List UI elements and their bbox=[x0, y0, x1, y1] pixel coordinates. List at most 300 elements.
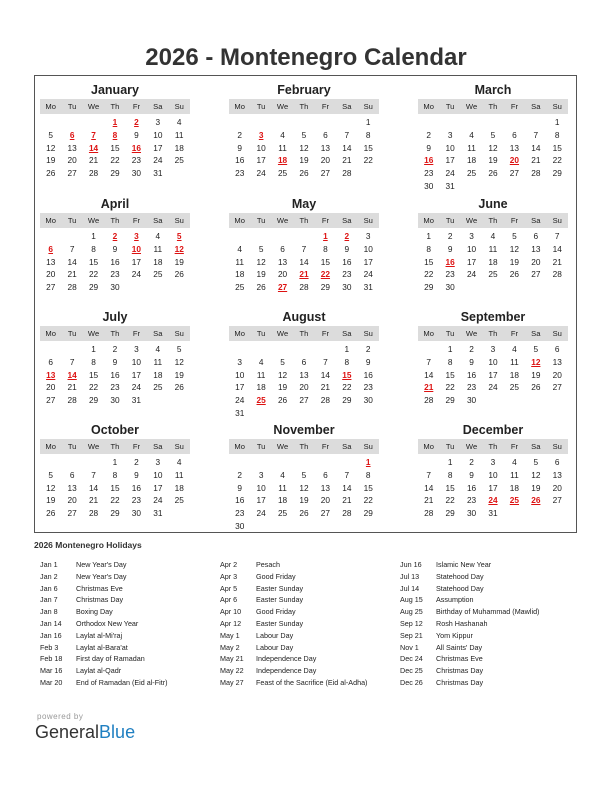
day-cell: 11 bbox=[510, 469, 519, 480]
day-cell: 24 bbox=[235, 395, 245, 406]
weekday-label: Tu bbox=[256, 442, 266, 451]
week-row bbox=[40, 167, 190, 180]
day-cell: 9 bbox=[134, 469, 139, 480]
holiday-date: May 27 bbox=[220, 677, 244, 687]
week-row bbox=[229, 256, 379, 269]
day-cell: 9 bbox=[469, 469, 474, 480]
day-cell: 25 bbox=[509, 495, 520, 506]
day-cell: 27 bbox=[320, 508, 331, 519]
empty-day-cell bbox=[525, 180, 546, 193]
weekday-header bbox=[40, 439, 190, 454]
empty-day-cell bbox=[272, 116, 293, 129]
day-cell: 27 bbox=[277, 282, 288, 293]
day-cell: 28 bbox=[552, 269, 562, 280]
week-row bbox=[229, 456, 379, 469]
holiday-date: Sep 21 bbox=[400, 630, 423, 640]
day-cell: 13 bbox=[67, 142, 77, 153]
week-row bbox=[229, 167, 379, 180]
day-cell: 12 bbox=[509, 243, 520, 254]
day-cell: 21 bbox=[88, 495, 99, 506]
day-cell: 19 bbox=[256, 269, 266, 280]
holiday-date: Jul 14 bbox=[400, 583, 420, 593]
day-cell: 21 bbox=[67, 269, 77, 280]
weekday-header bbox=[418, 439, 568, 454]
week-row bbox=[229, 243, 379, 256]
empty-day-cell bbox=[272, 456, 293, 469]
weekday-label: Fr bbox=[132, 216, 140, 225]
day-cell: 22 bbox=[88, 269, 99, 280]
day-cell: 30 bbox=[363, 395, 373, 406]
holiday-name: Feast of the Sacrifice (Eid al-Adha) bbox=[256, 677, 368, 687]
day-cell: 22 bbox=[320, 269, 331, 280]
day-cell: 12 bbox=[531, 469, 541, 480]
day-cell: 16 bbox=[466, 369, 477, 380]
day-cell: 16 bbox=[445, 256, 455, 267]
week-row bbox=[40, 256, 190, 269]
empty-day-cell bbox=[293, 116, 314, 129]
day-cell: 19 bbox=[509, 256, 520, 267]
holiday-name: Statehood Day bbox=[436, 583, 484, 593]
holiday-name: Birthday of Muhammad (Mawlid) bbox=[436, 607, 540, 617]
empty-day-cell bbox=[169, 281, 190, 294]
holiday-date: May 2 bbox=[220, 642, 240, 652]
empty-day-cell bbox=[250, 230, 271, 243]
weekday-label: Sa bbox=[153, 329, 163, 338]
day-cell: 26 bbox=[299, 508, 309, 519]
weekday-label: Tu bbox=[256, 102, 266, 111]
empty-day-cell bbox=[61, 230, 82, 243]
day-cell: 4 bbox=[155, 231, 161, 241]
weekday-label: Su bbox=[174, 102, 184, 111]
day-cell: 14 bbox=[88, 142, 99, 153]
holiday-row bbox=[220, 594, 367, 606]
empty-day-cell bbox=[525, 394, 546, 407]
day-cell: 28 bbox=[424, 508, 434, 519]
day-cell: 15 bbox=[88, 256, 99, 267]
day-cell: 4 bbox=[258, 356, 264, 367]
empty-day-cell bbox=[169, 507, 190, 520]
holiday-name: All Saints' Day bbox=[436, 642, 483, 652]
holiday-row bbox=[400, 606, 539, 618]
week-row bbox=[418, 394, 568, 407]
day-cell: 13 bbox=[531, 243, 541, 254]
day-cell: 23 bbox=[424, 168, 434, 179]
day-cell: 25 bbox=[256, 395, 266, 406]
day-cell: 25 bbox=[235, 282, 245, 293]
day-cell: 16 bbox=[131, 482, 142, 493]
month-block bbox=[229, 196, 379, 294]
day-cell: 23 bbox=[235, 168, 245, 179]
day-cell: 16 bbox=[235, 495, 245, 506]
weekday-label: We bbox=[465, 329, 478, 338]
week-row bbox=[40, 381, 190, 394]
weekday-label: Sa bbox=[342, 329, 352, 338]
holiday-row bbox=[400, 559, 539, 571]
day-cell: 26 bbox=[256, 282, 266, 293]
day-cell: 31 bbox=[235, 407, 245, 418]
day-cell: 10 bbox=[488, 356, 498, 367]
brand-logo[interactable] bbox=[35, 722, 135, 743]
empty-day-cell bbox=[40, 116, 61, 129]
weekday-label: Mo bbox=[234, 442, 245, 451]
holiday-row bbox=[40, 594, 167, 606]
empty-day-cell bbox=[315, 520, 336, 533]
weekday-label: Fr bbox=[321, 216, 329, 225]
holiday-name: Assumption bbox=[436, 595, 474, 605]
holiday-row bbox=[400, 594, 539, 606]
month-name: October bbox=[91, 423, 139, 437]
weekday-label: Su bbox=[552, 329, 562, 338]
empty-day-cell bbox=[482, 394, 503, 407]
weekday-label: Fr bbox=[510, 329, 518, 338]
weekday-label: Mo bbox=[234, 329, 245, 338]
day-cell: 28 bbox=[88, 508, 99, 519]
week-row bbox=[40, 230, 190, 243]
weekday-label: Tu bbox=[445, 102, 455, 111]
weekday-label: We bbox=[87, 442, 100, 451]
day-cell: 10 bbox=[235, 369, 245, 380]
weekday-label: Th bbox=[299, 216, 309, 225]
weekday-label: Su bbox=[552, 216, 562, 225]
empty-day-cell bbox=[418, 116, 439, 129]
day-cell: 19 bbox=[174, 369, 184, 380]
day-cell: 2 bbox=[134, 457, 139, 467]
weekday-label: Tu bbox=[67, 442, 77, 451]
day-cell: 6 bbox=[280, 243, 285, 254]
holiday-date: Apr 2 bbox=[220, 560, 238, 569]
day-cell: 18 bbox=[509, 482, 520, 493]
weekday-label: Th bbox=[488, 329, 498, 338]
day-cell: 26 bbox=[531, 382, 541, 393]
day-cell: 6 bbox=[323, 129, 328, 140]
weekday-label: Tu bbox=[445, 442, 455, 451]
holiday-row bbox=[220, 665, 367, 677]
day-cell: 20 bbox=[320, 155, 331, 166]
weekday-label: Sa bbox=[153, 442, 163, 451]
month-block bbox=[418, 309, 568, 407]
weekday-label: We bbox=[276, 102, 289, 111]
empty-day-cell bbox=[358, 520, 379, 533]
week-row bbox=[229, 369, 379, 382]
holiday-date: May 21 bbox=[220, 654, 244, 664]
day-cell: 22 bbox=[552, 155, 562, 166]
day-cell: 2 bbox=[447, 231, 453, 241]
empty-day-cell bbox=[40, 230, 61, 243]
holiday-row bbox=[40, 559, 167, 571]
day-cell: 20 bbox=[277, 269, 288, 280]
empty-day-cell bbox=[525, 507, 546, 520]
weekday-label: Mo bbox=[45, 216, 56, 225]
day-cell: 19 bbox=[46, 495, 56, 506]
day-cell: 11 bbox=[510, 356, 519, 367]
day-cell: 21 bbox=[320, 382, 331, 393]
holiday-name: Yom Kippur bbox=[436, 630, 473, 640]
day-cell: 23 bbox=[466, 495, 477, 506]
day-cell: 3 bbox=[365, 231, 371, 241]
day-cell: 16 bbox=[424, 155, 434, 166]
empty-day-cell bbox=[504, 507, 525, 520]
holiday-row bbox=[220, 583, 367, 595]
day-cell: 5 bbox=[176, 231, 182, 241]
day-cell: 14 bbox=[424, 482, 434, 493]
day-cell: 9 bbox=[134, 129, 139, 140]
day-cell: 25 bbox=[277, 508, 288, 519]
empty-day-cell bbox=[61, 456, 82, 469]
day-cell: 24 bbox=[131, 382, 142, 393]
day-cell: 24 bbox=[488, 495, 498, 506]
holiday-name: Rosh Hashanah bbox=[436, 618, 488, 628]
day-cell: 4 bbox=[237, 243, 243, 254]
empty-day-cell bbox=[336, 520, 357, 533]
day-cell: 31 bbox=[445, 180, 455, 191]
holiday-name: Labour Day bbox=[256, 642, 294, 652]
week-row bbox=[418, 129, 568, 142]
day-cell: 7 bbox=[533, 129, 539, 140]
day-cell: 20 bbox=[531, 256, 541, 267]
weekday-label: Mo bbox=[423, 102, 434, 111]
week-row bbox=[418, 343, 568, 356]
week-row bbox=[418, 230, 568, 243]
holiday-name: Christmas Day bbox=[76, 595, 124, 605]
week-row bbox=[418, 356, 568, 369]
empty-day-cell bbox=[147, 281, 168, 294]
holiday-row bbox=[400, 571, 539, 583]
holiday-date: May 22 bbox=[220, 666, 244, 676]
day-cell: 29 bbox=[110, 508, 120, 519]
day-cell: 27 bbox=[531, 269, 541, 280]
day-cell: 23 bbox=[110, 382, 120, 393]
holiday-date: May 1 bbox=[220, 630, 240, 640]
week-row bbox=[418, 281, 568, 294]
month-block bbox=[229, 82, 379, 180]
day-cell: 26 bbox=[277, 395, 288, 406]
day-cell: 20 bbox=[46, 269, 56, 280]
holiday-date: Jan 16 bbox=[40, 630, 62, 640]
day-cell: 27 bbox=[67, 168, 77, 179]
empty-day-cell bbox=[229, 456, 250, 469]
weekday-label: Th bbox=[299, 442, 309, 451]
day-cell: 6 bbox=[554, 344, 560, 354]
day-cell: 10 bbox=[488, 469, 498, 480]
day-cell: 8 bbox=[344, 356, 350, 367]
weekday-label: Th bbox=[488, 102, 498, 111]
day-cell: 13 bbox=[46, 256, 56, 267]
weekday-label: Th bbox=[110, 442, 120, 451]
empty-day-cell bbox=[504, 180, 525, 193]
day-cell: 24 bbox=[466, 269, 477, 280]
day-cell: 27 bbox=[320, 168, 331, 179]
empty-day-cell bbox=[547, 507, 568, 520]
day-cell: 14 bbox=[320, 369, 331, 380]
weekday-label: Su bbox=[363, 329, 373, 338]
day-cell: 30 bbox=[445, 282, 455, 293]
empty-day-cell bbox=[482, 116, 503, 129]
month-block bbox=[40, 82, 190, 180]
day-cell: 18 bbox=[174, 142, 184, 153]
weekday-label: Su bbox=[174, 329, 184, 338]
week-row bbox=[229, 129, 379, 142]
weekday-label: Th bbox=[488, 442, 498, 451]
week-row bbox=[229, 507, 379, 520]
day-cell: 3 bbox=[258, 129, 264, 140]
weekday-header bbox=[418, 326, 568, 341]
week-row bbox=[229, 343, 379, 356]
holiday-row bbox=[400, 653, 539, 665]
weekday-label: We bbox=[87, 102, 100, 111]
day-cell: 5 bbox=[48, 469, 54, 480]
day-cell: 3 bbox=[134, 231, 139, 241]
day-cell: 17 bbox=[131, 369, 142, 380]
day-cell: 7 bbox=[69, 356, 75, 367]
day-cell: 7 bbox=[554, 231, 560, 241]
day-cell: 18 bbox=[509, 369, 520, 380]
day-cell: 27 bbox=[299, 395, 309, 406]
month-name: February bbox=[277, 83, 331, 97]
day-cell: 17 bbox=[466, 256, 477, 267]
day-cell: 30 bbox=[110, 395, 120, 406]
holiday-date: Jul 13 bbox=[400, 571, 420, 581]
day-cell: 4 bbox=[176, 117, 182, 127]
month-name: July bbox=[102, 310, 128, 324]
weekday-label: Fr bbox=[510, 102, 518, 111]
holiday-name: Statehood Day bbox=[436, 571, 484, 581]
day-cell: 13 bbox=[320, 482, 331, 493]
day-cell: 15 bbox=[445, 482, 455, 493]
holiday-name: Orthodox New Year bbox=[76, 618, 139, 628]
day-cell: 29 bbox=[320, 282, 331, 293]
weekday-label: Mo bbox=[423, 216, 434, 225]
holiday-row bbox=[40, 630, 167, 642]
day-cell: 18 bbox=[277, 495, 288, 506]
day-cell: 4 bbox=[280, 129, 285, 140]
week-row bbox=[418, 256, 568, 269]
holiday-name: Christmas Day bbox=[436, 666, 484, 676]
day-cell: 1 bbox=[112, 457, 118, 467]
day-cell: 1 bbox=[365, 457, 371, 467]
day-cell: 9 bbox=[344, 243, 350, 254]
day-cell: 21 bbox=[552, 256, 562, 267]
day-cell: 24 bbox=[488, 382, 498, 393]
empty-day-cell bbox=[293, 230, 314, 243]
day-cell: 14 bbox=[342, 142, 352, 153]
day-cell: 8 bbox=[91, 356, 96, 367]
day-cell: 4 bbox=[490, 231, 496, 241]
day-cell: 30 bbox=[424, 180, 434, 191]
week-row bbox=[418, 494, 568, 507]
empty-day-cell bbox=[169, 167, 190, 180]
day-cell: 17 bbox=[131, 256, 142, 267]
week-row bbox=[229, 281, 379, 294]
holiday-name: Easter Sunday bbox=[256, 595, 304, 605]
day-cell: 6 bbox=[512, 129, 517, 140]
day-cell: 12 bbox=[174, 356, 184, 367]
day-cell: 8 bbox=[112, 129, 118, 140]
day-cell: 12 bbox=[46, 482, 56, 493]
weekday-label: Mo bbox=[234, 216, 245, 225]
day-cell: 21 bbox=[531, 155, 541, 166]
day-cell: 19 bbox=[531, 369, 541, 380]
day-cell: 26 bbox=[46, 168, 56, 179]
day-cell: 18 bbox=[235, 269, 245, 280]
day-cell: 13 bbox=[67, 482, 77, 493]
week-row bbox=[40, 494, 190, 507]
day-cell: 10 bbox=[153, 469, 163, 480]
day-cell: 1 bbox=[112, 117, 118, 127]
week-row bbox=[418, 167, 568, 180]
empty-day-cell bbox=[272, 343, 293, 356]
week-row bbox=[229, 268, 379, 281]
holiday-name: Labour Day bbox=[256, 630, 294, 640]
weekday-label: We bbox=[276, 442, 289, 451]
weekday-label: Su bbox=[174, 442, 184, 451]
weekday-header bbox=[418, 213, 568, 228]
day-cell: 24 bbox=[445, 168, 455, 179]
day-cell: 22 bbox=[342, 382, 352, 393]
day-cell: 8 bbox=[365, 469, 371, 480]
holiday-row bbox=[400, 618, 539, 630]
holiday-date: Sep 12 bbox=[400, 618, 423, 628]
empty-day-cell bbox=[418, 456, 439, 469]
empty-day-cell bbox=[293, 407, 314, 420]
day-cell: 26 bbox=[488, 168, 498, 179]
weekday-label: Tu bbox=[445, 216, 455, 225]
day-cell: 19 bbox=[531, 482, 541, 493]
day-cell: 14 bbox=[531, 142, 541, 153]
day-cell: 13 bbox=[509, 142, 520, 153]
holidays-title: 2026 Montenegro Holidays bbox=[34, 540, 142, 550]
day-cell: 14 bbox=[299, 256, 309, 267]
day-cell: 27 bbox=[46, 282, 56, 293]
weekday-header bbox=[229, 213, 379, 228]
holiday-column bbox=[40, 559, 167, 689]
day-cell: 6 bbox=[554, 457, 560, 467]
day-cell: 17 bbox=[488, 369, 498, 380]
holiday-row bbox=[400, 677, 539, 689]
day-cell: 23 bbox=[342, 269, 352, 280]
day-cell: 2 bbox=[112, 344, 118, 354]
day-cell: 20 bbox=[552, 482, 562, 493]
month-name: March bbox=[474, 83, 512, 97]
month-name: April bbox=[100, 197, 130, 211]
day-cell: 20 bbox=[299, 382, 309, 393]
holiday-name: End of Ramadan (Eid al-Fitr) bbox=[76, 677, 168, 687]
day-cell: 10 bbox=[363, 243, 373, 254]
day-cell: 19 bbox=[488, 155, 498, 166]
empty-day-cell bbox=[40, 343, 61, 356]
month-name: June bbox=[478, 197, 508, 211]
day-cell: 28 bbox=[67, 395, 77, 406]
weekday-label: Tu bbox=[256, 216, 266, 225]
weekday-header bbox=[40, 99, 190, 114]
empty-day-cell bbox=[229, 343, 250, 356]
week-row bbox=[229, 116, 379, 129]
day-cell: 17 bbox=[445, 155, 455, 166]
weekday-label: Th bbox=[299, 329, 309, 338]
month-name: May bbox=[291, 197, 317, 211]
page-title: 2026 - Montenegro Calendar bbox=[145, 44, 467, 71]
day-cell: 17 bbox=[153, 482, 163, 493]
day-cell: 27 bbox=[552, 495, 562, 506]
day-cell: 18 bbox=[466, 155, 477, 166]
day-cell: 4 bbox=[176, 457, 182, 467]
day-cell: 1 bbox=[554, 117, 560, 127]
day-cell: 12 bbox=[277, 369, 288, 380]
day-cell: 29 bbox=[445, 395, 455, 406]
holiday-name: Laylat al-Qadr bbox=[76, 666, 122, 676]
week-row bbox=[40, 456, 190, 469]
weekday-header bbox=[229, 326, 379, 341]
weekday-label: Fr bbox=[321, 102, 329, 111]
